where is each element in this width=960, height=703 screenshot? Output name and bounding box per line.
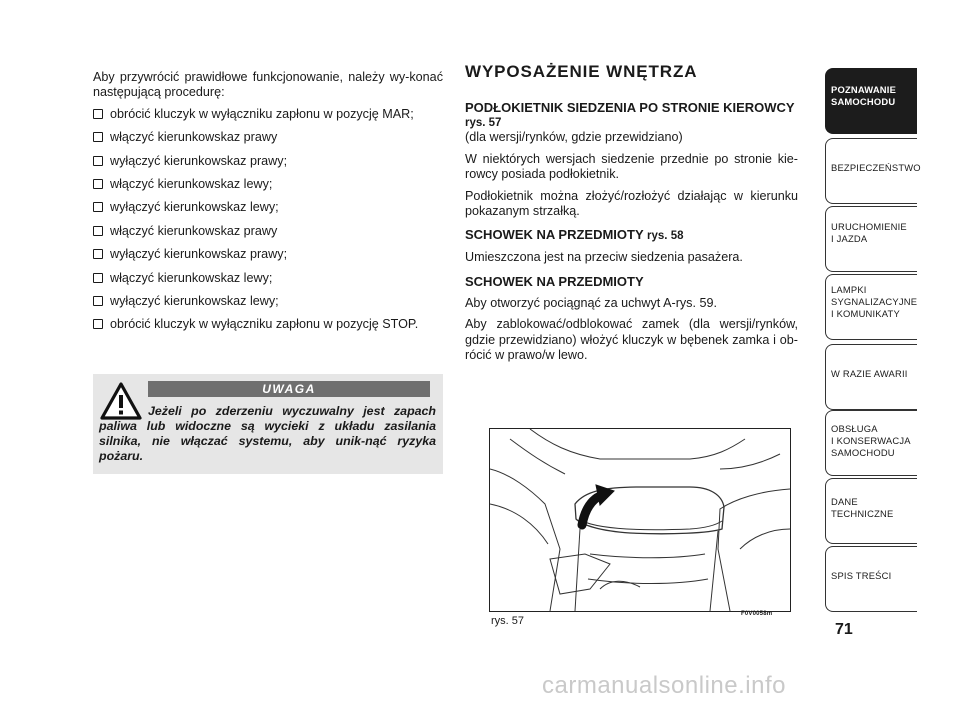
checkbox-bullet-icon	[93, 249, 103, 259]
procedure-intro: Aby przywrócić prawidłowe funkcjonowanie, należy wy-konać następującą procedurę:	[93, 70, 443, 100]
chapter-tab-label: LAMPKI SYGNALIZACYJNE I KOMUNIKATY	[831, 284, 918, 319]
procedure-step: włączyć kierunkowskaz prawy	[93, 224, 443, 239]
procedure-step: wyłączyć kierunkowskaz lewy;	[93, 294, 443, 309]
checkbox-bullet-icon	[93, 179, 103, 189]
chapter-tab[interactable]	[825, 546, 917, 612]
warning-text: Jeżeli po zderzeniu wyczuwalny jest zapach paliwa lub widoczne są wycieki z układu zasilania silnika, nie włączać systemu, aby unik-nąć ryzyka pożaru.	[99, 404, 436, 463]
armrest-heading: PODŁOKIETNIK SIEDZENIA PO STRONIE KIEROWCY rys. 57	[465, 100, 795, 130]
chapter-tab[interactable]	[825, 138, 921, 204]
procedure-step: obrócić kluczyk w wyłączniku zapłonu w pozycję MAR;	[93, 107, 443, 122]
figure-label: rys. 57	[491, 615, 525, 627]
chapter-tab[interactable]	[825, 344, 917, 410]
checkbox-bullet-icon	[93, 202, 103, 212]
procedure-step: obrócić kluczyk w wyłączniku zapłonu w pozycję STOP.	[93, 317, 443, 332]
procedure-step: włączyć kierunkowskaz lewy;	[93, 177, 443, 192]
warning-box	[93, 374, 443, 474]
storage-heading-2: SCHOWEK NA PRZEDMIOTY	[465, 273, 644, 289]
left-column	[93, 70, 443, 341]
storage-2-paragraph-1: Aby otworzyć pociągnąć za uchwyt A-rys. 59.	[465, 295, 717, 310]
procedure-steps	[93, 107, 443, 333]
armrest-note: (dla wersji/rynków, gdzie przewidziano)	[465, 130, 683, 145]
figure-code: F0V0058m	[741, 611, 773, 617]
checkbox-bullet-icon	[93, 132, 103, 142]
chapter-tab-label: DANE TECHNICZNE	[831, 496, 894, 519]
procedure-step: włączyć kierunkowskaz prawy	[93, 130, 443, 145]
procedure-step: wyłączyć kierunkowskaz prawy;	[93, 247, 443, 262]
checkbox-bullet-icon	[93, 273, 103, 283]
procedure-step: wyłączyć kierunkowskaz prawy;	[93, 154, 443, 169]
chapter-tab[interactable]	[825, 68, 917, 134]
page-number: 71	[835, 621, 853, 638]
chapter-tab-label: W RAZIE AWARII	[831, 368, 908, 379]
checkbox-bullet-icon	[93, 296, 103, 306]
chapter-tab-label: OBSŁUGA I KONSERWACJA SAMOCHODU	[831, 423, 911, 458]
right-column	[465, 64, 798, 369]
armrest-illustration	[489, 428, 791, 612]
checkbox-bullet-icon	[93, 156, 103, 166]
storage-1-paragraph: Umieszczona jest na przeciw siedzenia pasażera.	[465, 250, 743, 265]
procedure-step: włączyć kierunkowskaz lewy;	[93, 271, 443, 286]
chapter-tab[interactable]	[825, 206, 917, 272]
checkbox-bullet-icon	[93, 319, 103, 329]
checkbox-bullet-icon	[93, 226, 103, 236]
watermark: carmanualsonline.info	[542, 672, 786, 699]
chapter-tab-label: SPIS TREŚCI	[831, 570, 892, 581]
chapter-tab[interactable]	[825, 274, 917, 340]
section-title: WYPOSAŻENIE WNĘTRZA	[465, 62, 698, 81]
chapter-tab[interactable]	[825, 410, 917, 476]
armrest-paragraph-2: Podłokietnik można złożyć/rozłożyć działając w kierunku pokazanym strzałką.	[465, 188, 798, 219]
chapter-tab-label: POZNAWANIE SAMOCHODU	[831, 84, 897, 107]
storage-heading-1: SCHOWEK NA PRZEDMIOTY rys. 58	[465, 227, 684, 243]
chapter-tab-label: BEZPIECZEŃSTWO	[831, 162, 921, 173]
warning-title: UWAGA	[148, 381, 430, 397]
procedure-step: wyłączyć kierunkowskaz lewy;	[93, 200, 443, 215]
checkbox-bullet-icon	[93, 109, 103, 119]
armrest-paragraph-1: W niektórych wersjach siedzenie przednie po stronie kie-rowcy posiada podłokietnik.	[465, 151, 798, 182]
chapter-tab[interactable]	[825, 478, 917, 544]
chapter-tab-label: URUCHOMIENIE I JAZDA	[831, 221, 907, 244]
storage-2-paragraph-2: Aby zablokować/odblokować zamek (dla wersji/rynków, gdzie przewidziano) włożyć kluczyk w bębenek zamka i ob-rócić w prawo/w lewo.	[465, 317, 798, 363]
